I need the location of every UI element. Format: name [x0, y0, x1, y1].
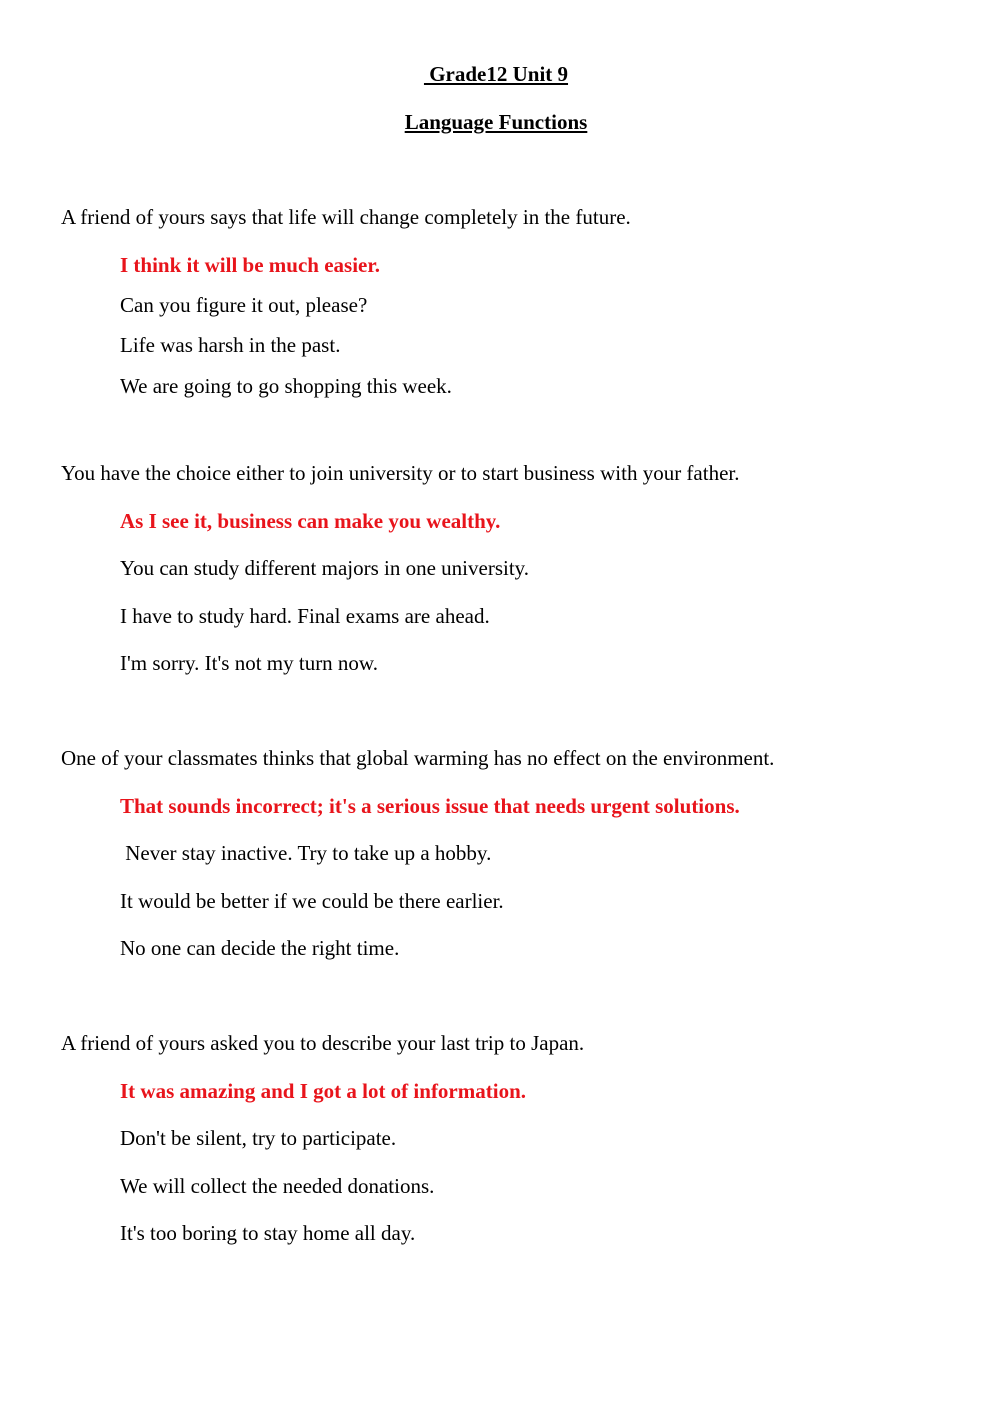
- correct-answer: That sounds incorrect; it's a serious issue that needs urgent solutions.: [120, 794, 740, 818]
- correct-answer: It was amazing and I got a lot of information.: [120, 1079, 527, 1103]
- answer-option: It's too boring to stay home all day.: [120, 1221, 416, 1245]
- answer-option: I'm sorry. It's not my turn now.: [120, 651, 378, 675]
- answer-option: Life was harsh in the past.: [120, 333, 341, 357]
- answer-option: Never stay inactive. Try to take up a hobby.: [120, 841, 492, 865]
- answer-option: Can you figure it out, please?: [120, 293, 368, 317]
- answer-option: You can study different majors in one university.: [120, 556, 530, 580]
- answer-option: I have to study hard. Final exams are ahead.: [120, 604, 490, 628]
- correct-answer: I think it will be much easier.: [120, 253, 380, 277]
- correct-answer: As I see it, business can make you wealthy.: [120, 509, 501, 533]
- question-prompt: One of your classmates thinks that global warming has no effect on the environment.: [61, 746, 775, 770]
- answer-option: We will collect the needed donations.: [120, 1174, 435, 1198]
- question-prompt: You have the choice either to join university or to start business with your father.: [61, 461, 740, 485]
- question-prompt: A friend of yours asked you to describe your last trip to Japan.: [61, 1031, 585, 1055]
- answer-option: No one can decide the right time.: [120, 936, 400, 960]
- answer-option: It would be better if we could be there earlier.: [120, 889, 504, 913]
- page-subtitle: Language Functions: [404, 110, 588, 134]
- answer-option: Don't be silent, try to participate.: [120, 1126, 397, 1150]
- page-title: Grade12 Unit 9: [423, 62, 569, 86]
- answer-option: We are going to go shopping this week.: [120, 374, 452, 398]
- question-prompt: A friend of yours says that life will change completely in the future.: [61, 205, 631, 229]
